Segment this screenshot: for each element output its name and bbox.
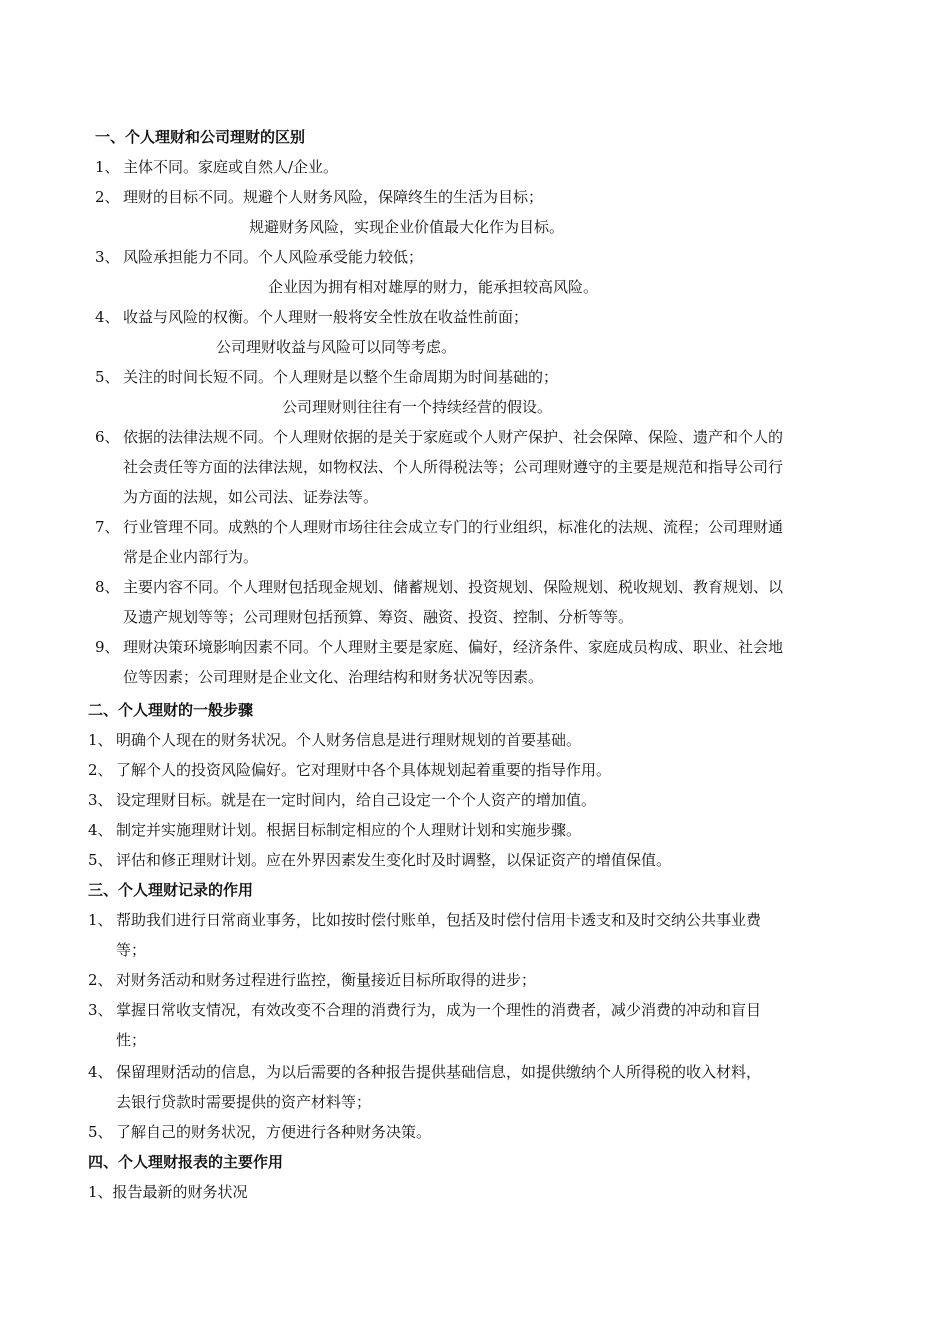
section-heading: 四、个人理财报表的主要作用: [88, 1153, 284, 1171]
item-text: 行业管理不同。成熟的个人理财市场往往会成立专门的行业组织，标准化的法规、流程；公司理财通: [123, 518, 784, 536]
item-text: 理财的目标不同。规避个人财务风险，保障终生的生活为目标；: [123, 188, 544, 206]
item-number: 1、: [88, 731, 113, 749]
item-number: 2、: [95, 188, 120, 206]
item-text: 去银行贷款时需要提供的资产材料等；: [116, 1093, 372, 1111]
item-text: 理财决策环境影响因素不同。个人理财主要是家庭、偏好，经济条件、家庭成员构成、职业、社会地: [123, 638, 784, 656]
item-number: 3、: [95, 248, 120, 266]
item-text: 掌握日常收支情况，有效改变不合理的消费行为，成为一个理性的消费者，减少消费的冲动和盲目: [116, 1001, 762, 1019]
item-number: 4、: [88, 821, 113, 839]
section-heading: 一、个人理财和公司理财的区别: [95, 128, 306, 146]
item-text: 帮助我们进行日常商业事务，比如按时偿付账单，包括及时偿付信用卡透支和及时交纳公共事业费: [116, 911, 762, 929]
item-subtext: 公司理财收益与风险可以同等考虑。: [216, 338, 457, 356]
item-text: 了解个人的投资风险偏好。它对理财中各个具体规划起着重要的指导作用。: [116, 761, 612, 779]
item-text: 及遗产规划等等；公司理财包括预算、筹资、融资、投资、控制、分析等等。: [123, 608, 634, 626]
item-text: 收益与风险的权衡。个人理财一般将安全性放在收益性前面；: [123, 308, 529, 326]
item-text: 对财务活动和财务过程进行监控，衡量接近目标所取得的进步；: [116, 971, 537, 989]
section-heading: 三、个人理财记录的作用: [88, 881, 254, 899]
item-text: 保留理财活动的信息，为以后需要的各种报告提供基础信息，如提供缴纳个人所得税的收入材料，: [116, 1063, 762, 1081]
section-heading: 二、个人理财的一般步骤: [88, 701, 254, 719]
item-number: 8、: [95, 578, 120, 596]
item-text: 为方面的法规，如公司法、证券法等。: [123, 488, 379, 506]
item-text: 位等因素；公司理财是企业文化、治理结构和财务状况等因素。: [123, 668, 544, 686]
item-text: 性；: [116, 1031, 147, 1049]
item-text: 关注的时间长短不同。个人理财是以整个生命周期为时间基础的；: [123, 368, 559, 386]
item-subtext: 企业因为拥有相对雄厚的财力，能承担较高风险。: [268, 278, 599, 296]
item-number: 3、: [88, 1001, 113, 1019]
item-text: 风险承担能力不同。个人风险承受能力较低；: [123, 248, 424, 266]
item-text: 等；: [116, 941, 147, 959]
item-text: 主要内容不同。个人理财包括现金规划、储蓄规划、投资规划、保险规划、税收规划、教育规划、以: [123, 578, 784, 596]
item-number: 2、: [88, 971, 113, 989]
item-subtext: 公司理财则往往有一个持续经营的假设。: [282, 398, 553, 416]
item-text: 评估和修正理财计划。应在外界因素发生变化时及时调整，以保证资产的增值保值。: [116, 851, 672, 869]
item-text: 制定并实施理财计划。根据目标制定相应的个人理财计划和实施步骤。: [116, 821, 582, 839]
item-text: 设定理财目标。就是在一定时间内，给自己设定一个个人资产的增加值。: [116, 791, 597, 809]
item-text: 明确个人现在的财务状况。个人财务信息是进行理财规划的首要基础。: [116, 731, 582, 749]
item-subtext: 规避财务风险，实现企业价值最大化作为目标。: [249, 218, 565, 236]
item-text: 常是企业内部行为。: [123, 548, 259, 566]
item-number: 6、: [95, 428, 120, 446]
item-text: 1、报告最新的财务状况: [88, 1183, 248, 1201]
item-number: 5、: [88, 1123, 113, 1141]
item-number: 4、: [88, 1063, 113, 1081]
item-number: 3、: [88, 791, 113, 809]
item-number: 5、: [88, 851, 113, 869]
item-number: 4、: [95, 308, 120, 326]
item-number: 2、: [88, 761, 113, 779]
item-number: 1、: [88, 911, 113, 929]
item-text: 依据的法律法规不同。个人理财依据的是关于家庭或个人财产保护、社会保障、保险、遗产和个人的: [123, 428, 784, 446]
item-number: 1、: [95, 158, 120, 176]
item-number: 9、: [95, 638, 120, 656]
item-text: 主体不同。家庭或自然人/企业。: [123, 158, 339, 176]
item-number: 7、: [95, 518, 120, 536]
item-number: 5、: [95, 368, 120, 386]
item-text: 了解自己的财务状况，方便进行各种财务决策。: [116, 1123, 432, 1141]
item-text: 社会责任等方面的法律法规，如物权法、个人所得税法等；公司理财遵守的主要是规范和指导公司行: [123, 458, 784, 476]
